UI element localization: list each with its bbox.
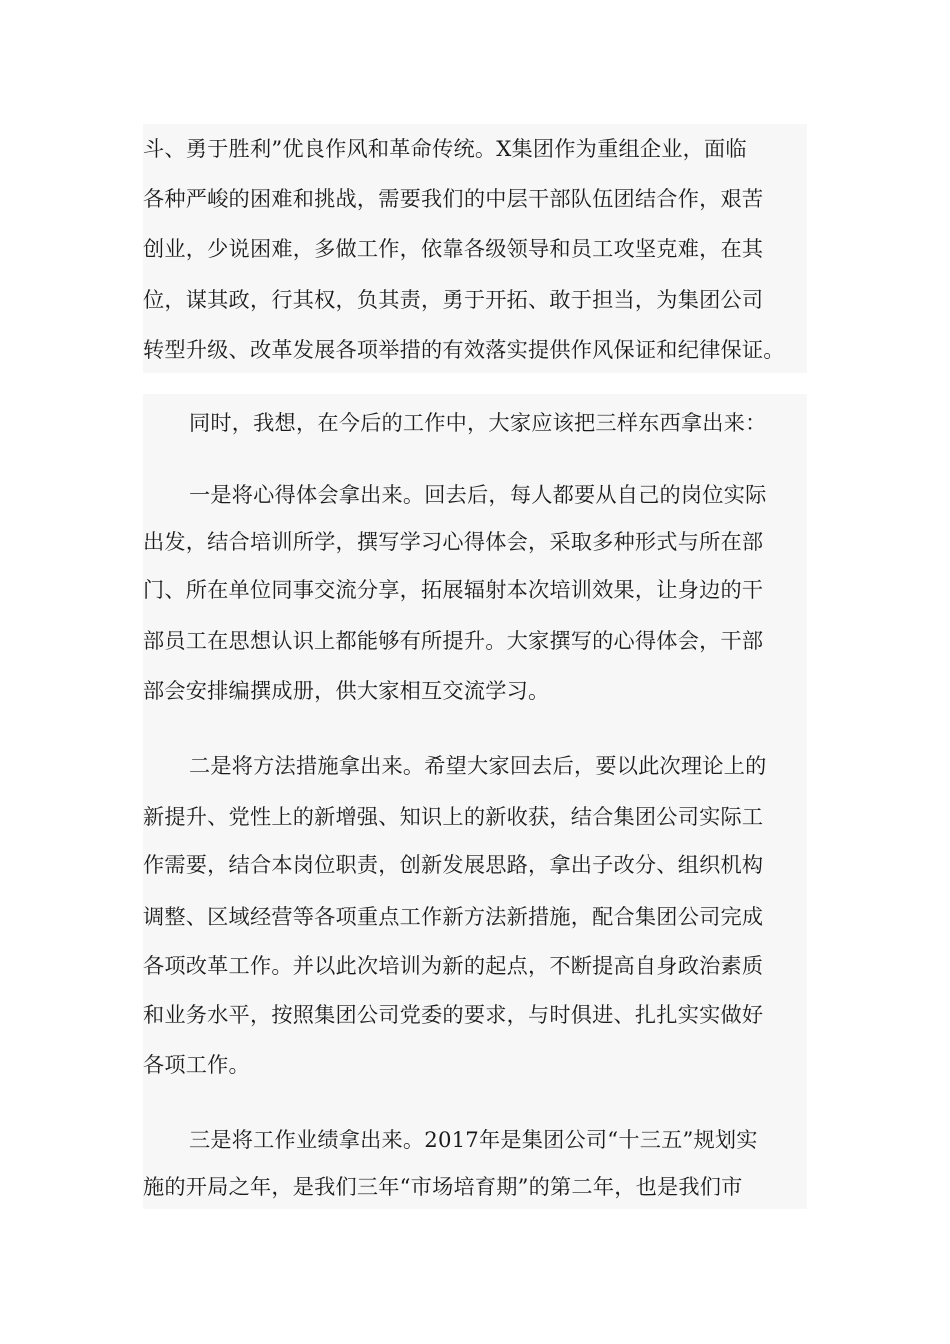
paragraph-line: 三是将工作业绩拿出来。2017年是集团公司“十三五”规划实 [189,1127,758,1152]
paragraph-line: 一是将心得体会拿出来。回去后，每人都要从自己的岗位实际 [189,482,767,507]
paragraph-line: 转型升级、改革发展各项举措的有效落实提供作风保证和纪律保证。 [143,337,785,362]
paragraph-line: 二是将方法措施拿出来。希望大家回去后，要以此次理论上的 [189,753,767,778]
text-block-main [143,394,807,1209]
paragraph-line: 新提升、党性上的新增强、知识上的新收获，结合集团公司实际工 [143,804,764,829]
paragraph-line: 门、所在单位同事交流分享，拓展辐射本次培训效果，让身边的干 [143,577,764,602]
intro-line: 同时，我想，在今后的工作中，大家应该把三样东西拿出来： [189,410,767,435]
paragraph-line: 各项改革工作。并以此次培训为新的起点，不断提高自身政治素质 [143,953,764,978]
paragraph-line: 作需要，结合本岗位职责，创新发展思路，拿出子改分、组织机构 [143,852,764,877]
paragraph-line: 部员工在思想认识上都能够有所提升。大家撰写的心得体会，干部 [143,628,764,653]
paragraph-line: 部会安排编撰成册，供大家相互交流学习。 [143,678,550,703]
paragraph-line: 创业，少说困难，多做工作，依靠各级领导和员工攻坚克难，在其 [143,236,764,261]
paragraph-line: 出发，结合培训所学，撰写学习心得体会，采取多种形式与所在部 [143,529,764,554]
paragraph-line: 施的开局之年，是我们三年“市场培育期”的第二年，也是我们市 [143,1174,743,1199]
paragraph-line: 和业务水平，按照集团公司党委的要求，与时俱进、扎扎实实做好 [143,1002,764,1027]
paragraph-line: 各种严峻的困难和挑战，需要我们的中层干部队伍团结合作，艰苦 [143,186,764,211]
text-block-top [143,124,807,373]
paragraph-line: 斗、勇于胜利”优良作风和革命传统。X集团作为重组企业，面临 [143,136,747,161]
paragraph-line: 各项工作。 [143,1052,250,1077]
paragraph-line: 位，谋其政，行其权，负其责，勇于开拓、敢于担当，为集团公司 [143,287,764,312]
paragraph-line: 调整、区域经营等各项重点工作新方法新措施，配合集团公司完成 [143,904,764,929]
